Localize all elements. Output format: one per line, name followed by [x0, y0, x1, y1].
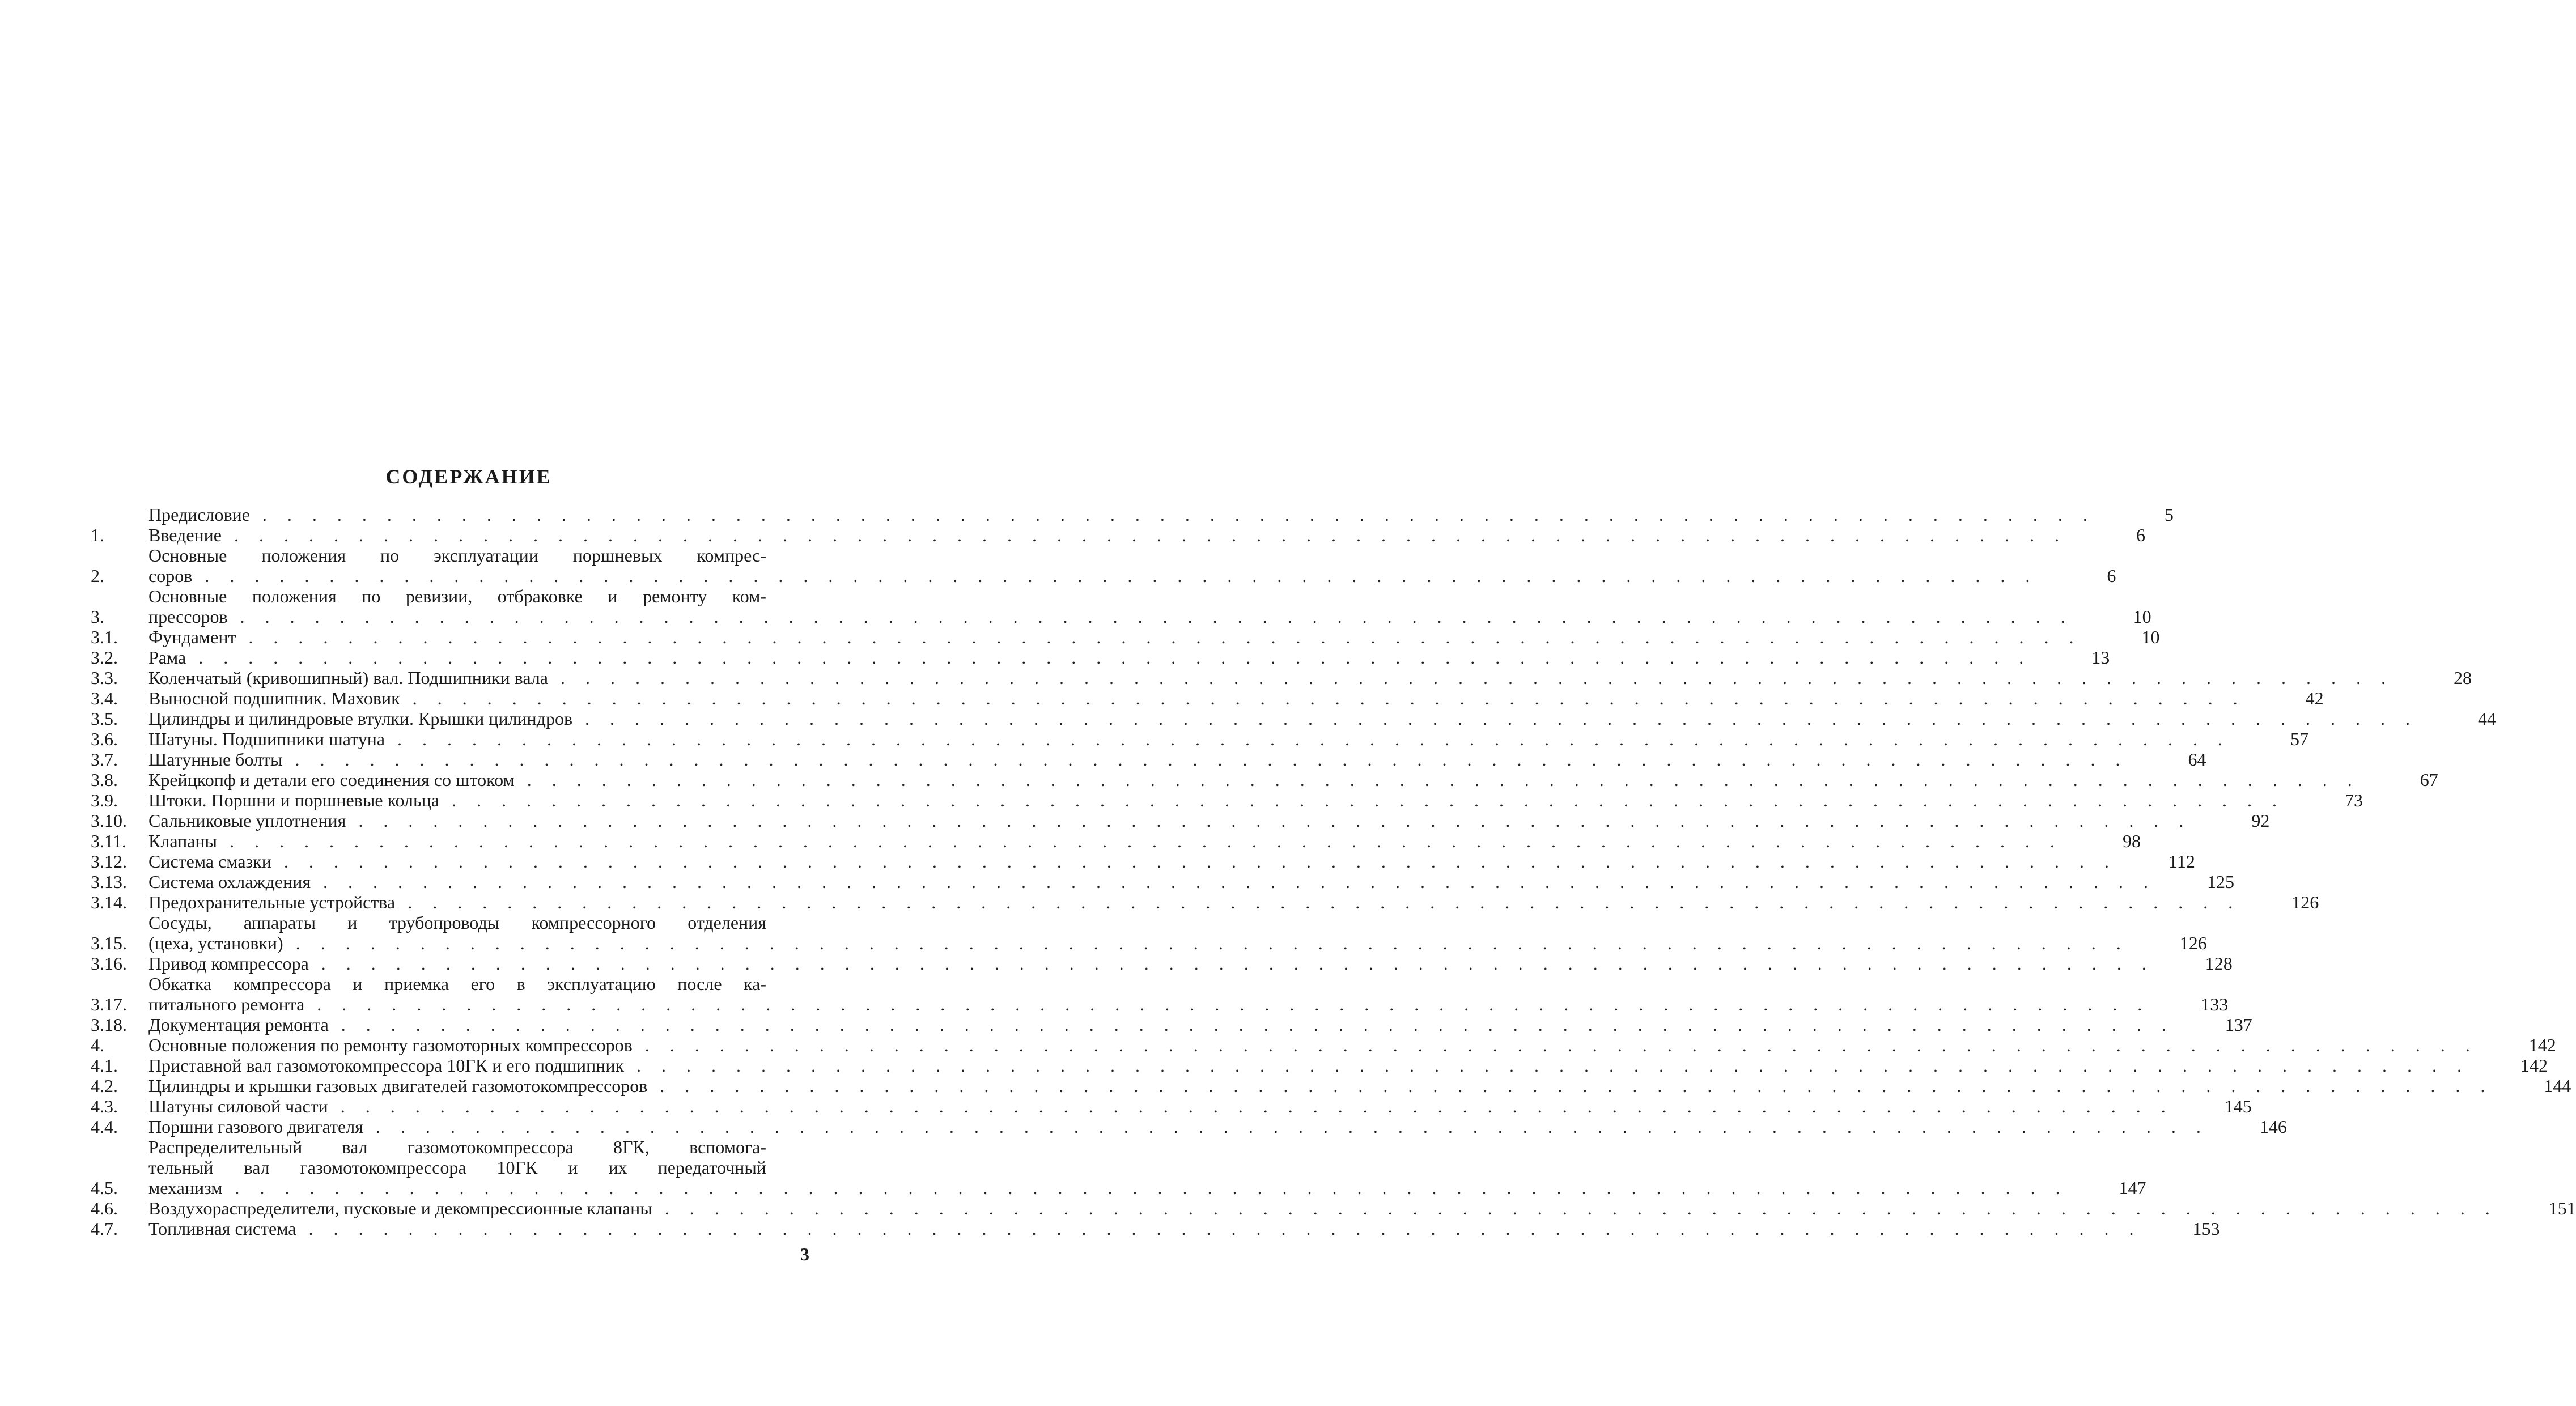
toc-entry-title: Поршни газового двигателя — [148, 1116, 363, 1137]
toc-entry — [91, 708, 2497, 729]
toc-entry — [91, 504, 2174, 525]
toc-entry-title: Система смазки — [148, 851, 271, 872]
toc-entry-number: 3.15. — [91, 933, 127, 953]
toc-entry-page: 13 — [2091, 647, 2110, 668]
leader-dots — [230, 831, 2063, 851]
toc-entry — [91, 892, 2319, 912]
toc-entry-number: 3.11. — [91, 831, 126, 851]
toc-entry-number: 4.1. — [91, 1055, 118, 1076]
toc-entry-number: 3.6. — [91, 729, 118, 749]
toc-entry-page: 73 — [2344, 790, 2363, 810]
leader-dots — [561, 668, 2393, 688]
leader-dots — [408, 892, 2240, 912]
toc-entry-number: 3.16. — [91, 953, 127, 974]
leader-dots — [296, 933, 2129, 953]
leader-dots — [341, 1014, 2174, 1035]
toc-entry-title: соров — [148, 566, 193, 586]
toc-entry-title: (цеха, установки) — [148, 933, 283, 953]
toc-entry-title: Шатуны силовой части — [148, 1096, 328, 1116]
toc-entry — [91, 974, 2229, 1014]
toc-entry-number: 3.1. — [91, 627, 118, 647]
leader-dots — [284, 851, 2117, 872]
toc-entry-number: 3.3. — [91, 668, 118, 688]
toc-entry-page: 144 — [2544, 1076, 2571, 1096]
toc-entry-number: 4.7. — [91, 1218, 118, 1239]
toc-entry — [91, 1035, 2556, 1055]
toc-entry-page: 28 — [2453, 668, 2472, 688]
toc-entry-title: Документация ремонта — [148, 1014, 329, 1035]
toc-entry-title: Сосуды, аппараты и трубопроводы компрессорного отделения — [148, 912, 766, 933]
leader-dots — [397, 729, 2230, 749]
leader-dots — [323, 872, 2156, 892]
leader-dots — [585, 708, 2418, 729]
toc-entry — [91, 790, 2363, 810]
toc-entry-page: 44 — [2478, 708, 2497, 729]
toc-entry-page: 42 — [2305, 688, 2324, 708]
toc-entry-page: 10 — [2141, 627, 2160, 647]
toc-entry-number: 3. — [91, 606, 104, 627]
toc-entry-title: Основные положения по эксплуатации поршневых компрес- — [148, 545, 766, 566]
toc-entry-title: Система охлаждения — [148, 872, 311, 892]
leader-dots — [665, 1198, 2498, 1218]
toc-entry-page: 147 — [2119, 1178, 2146, 1198]
toc-entry — [91, 668, 2472, 688]
toc-entry — [91, 1055, 2548, 1076]
toc-entry-title: Приставной вал газомотокомпрессора 10ГК и его подшипник — [148, 1055, 625, 1076]
toc-entry-title: Крейцкопф и детали его соединения со штоком — [148, 770, 515, 790]
leader-dots — [248, 627, 2081, 647]
toc-entry-number: 3.5. — [91, 708, 118, 729]
toc-entry-page: 6 — [2107, 566, 2116, 586]
toc-entry-title: Штоки. Поршни и поршневые кольца — [148, 790, 439, 810]
toc-entry-page: 64 — [2188, 749, 2206, 770]
toc-entry-number: 3.13. — [91, 872, 127, 892]
toc-entry-page: 142 — [2528, 1035, 2556, 1055]
toc-entry-number: 3.18. — [91, 1014, 127, 1035]
leader-dots — [645, 1035, 2478, 1055]
toc-entry-title: Привод компрессора — [148, 953, 309, 974]
leader-dots — [317, 994, 2150, 1014]
toc-entry-page: 98 — [2123, 831, 2141, 851]
toc-entry-page: 67 — [2420, 770, 2438, 790]
toc-entry-title: Клапаны — [148, 831, 218, 851]
toc-entry-page: 146 — [2259, 1116, 2287, 1137]
leader-dots — [358, 810, 2191, 831]
toc-entry-title: Основные положения по ремонту газомоторных компрессоров — [148, 1035, 633, 1055]
toc-entry-number: 3.8. — [91, 770, 118, 790]
toc-entry — [91, 545, 2116, 586]
toc-entry-number: 3.9. — [91, 790, 118, 810]
table-of-contents — [91, 504, 2576, 1239]
leader-dots — [452, 790, 2285, 810]
toc-entry — [91, 627, 2160, 647]
toc-entry-title: Цилиндры и крышки газовых двигателей газомотокомпрессоров — [148, 1076, 648, 1096]
toc-entry — [91, 770, 2438, 790]
toc-entry-title: Предисловие — [148, 504, 250, 525]
toc-entry-title: Рама — [148, 647, 186, 668]
toc-entry-page: 151 — [2548, 1198, 2576, 1218]
toc-entry-page: 5 — [2164, 504, 2174, 525]
toc-entry-page: 57 — [2290, 729, 2309, 749]
toc-entry-number: 3.10. — [91, 810, 127, 831]
toc-entry — [91, 810, 2270, 831]
toc-entry-page: 125 — [2207, 872, 2235, 892]
leader-dots — [308, 1218, 2141, 1239]
toc-entry-number: 3.17. — [91, 994, 127, 1014]
toc-entry-page: 92 — [2251, 810, 2270, 831]
toc-entry-number: 4.5. — [91, 1178, 118, 1198]
toc-entry-number: 4. — [91, 1035, 104, 1055]
leader-dots — [234, 525, 2067, 545]
leader-dots — [636, 1055, 2469, 1076]
toc-entry-page: 126 — [2291, 892, 2319, 912]
toc-entry — [91, 872, 2235, 892]
toc-entry-page: 112 — [2168, 851, 2195, 872]
toc-entry-title: Коленчатый (кривошипный) вал. Подшипники вала — [148, 668, 548, 688]
toc-entry-page: 126 — [2179, 933, 2207, 953]
leader-dots — [295, 749, 2128, 770]
toc-entry-title: тельный вал газомотокомпрессора 10ГК и их передаточный — [148, 1157, 766, 1178]
leader-dots — [198, 647, 2031, 668]
toc-entry — [91, 1014, 2252, 1035]
toc-entry-title: Выносной подшипник. Маховик — [148, 688, 400, 708]
toc-entry-title: Распределительный вал газомотокомпрессора 8ГК, вспомога- — [148, 1137, 766, 1157]
toc-entry-page: 10 — [2133, 606, 2151, 627]
toc-entry-number: 4.6. — [91, 1198, 118, 1218]
toc-entry-number: 1. — [91, 525, 104, 545]
toc-entry-title: прессоров — [148, 606, 228, 627]
toc-entry-number: 3.4. — [91, 688, 118, 708]
leader-dots — [240, 606, 2073, 627]
leader-dots — [660, 1076, 2493, 1096]
leader-dots — [235, 1178, 2068, 1198]
toc-entry — [91, 688, 2324, 708]
toc-entry-title: Сальниковые уплотнения — [148, 810, 346, 831]
toc-entry — [91, 1116, 2287, 1137]
toc-entry-title: механизм — [148, 1178, 223, 1198]
toc-entry-page: 133 — [2201, 994, 2229, 1014]
toc-entry-page: 142 — [2520, 1055, 2548, 1076]
toc-entry-title: Обкатка компрессора и приемка его в эксплуатацию после ка- — [148, 974, 766, 994]
toc-entry-page: 153 — [2192, 1218, 2220, 1239]
toc-entry-title: Воздухораспределители, пусковые и декомпрессионные клапаны — [148, 1198, 652, 1218]
leader-dots — [262, 504, 2095, 525]
toc-entry-number: 3.14. — [91, 892, 127, 912]
toc-entry-title: Шатуны. Подшипники шатуна — [148, 729, 385, 749]
toc-entry — [91, 1218, 2220, 1239]
toc-entry-number: 2. — [91, 566, 104, 586]
toc-entry-title: Цилиндры и цилиндровые втулки. Крышки цилиндров — [148, 708, 573, 729]
toc-entry-number: 3.12. — [91, 851, 127, 872]
toc-entry — [91, 749, 2206, 770]
toc-entry-page: 137 — [2225, 1014, 2252, 1035]
toc-entry — [91, 953, 2233, 974]
toc-entry — [91, 1076, 2571, 1096]
toc-entry — [91, 586, 2151, 627]
leader-dots — [341, 1096, 2174, 1116]
leader-dots — [527, 770, 2360, 790]
page-number: 3 — [800, 1244, 809, 1264]
toc-entry-title: Предохранительные устройства — [148, 892, 396, 912]
toc-entry — [91, 912, 2207, 953]
toc-entry-title: Фундамент — [148, 627, 236, 647]
toc-entry-number: 3.2. — [91, 647, 118, 668]
toc-entry — [91, 1096, 2252, 1116]
toc-entry — [91, 525, 2145, 545]
toc-entry — [91, 1198, 2576, 1218]
toc-entry-title: Основные положения по ревизии, отбраковке и ремонту ком- — [148, 586, 766, 606]
toc-entry-title: Введение — [148, 525, 222, 545]
toc-entry — [91, 831, 2141, 851]
toc-entry-title: питального ремонта — [148, 994, 305, 1014]
toc-entry-number: 4.3. — [91, 1096, 118, 1116]
toc-entry-number: 4.2. — [91, 1076, 118, 1096]
toc-entry — [91, 647, 2110, 668]
toc-entry — [91, 851, 2195, 872]
toc-entry-page: 128 — [2205, 953, 2233, 974]
toc-entry-number: 3.7. — [91, 749, 118, 770]
toc-entry-title: Шатунные болты — [148, 749, 283, 770]
toc-entry-page: 145 — [2224, 1096, 2252, 1116]
leader-dots — [205, 566, 2038, 586]
toc-entry — [91, 729, 2309, 749]
leader-dots — [376, 1116, 2209, 1137]
toc-entry — [91, 1137, 2146, 1198]
toc-entry-title: Топливная система — [148, 1218, 296, 1239]
leader-dots — [413, 688, 2246, 708]
toc-entry-page: 6 — [2136, 525, 2145, 545]
leader-dots — [321, 953, 2154, 974]
toc-entry-number: 4.4. — [91, 1116, 118, 1137]
page-title: СОДЕРЖАНИЕ — [385, 465, 552, 488]
